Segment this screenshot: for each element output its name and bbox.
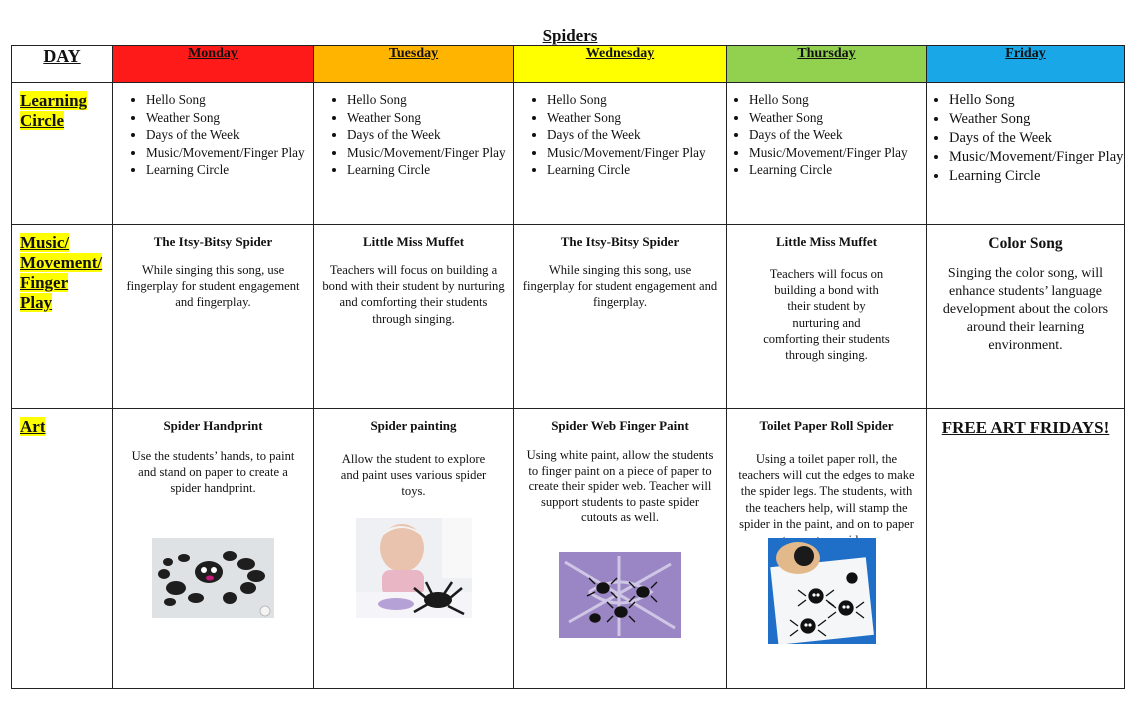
music-movement-label: Music/ Movement/ Finger Play	[12, 225, 113, 409]
activity-description: While singing this song, use fingerplay for student engagement and fingerplay.	[126, 263, 300, 310]
learning-circle-list: • Hello Song • Weather Song • Days of the Week • Music/Movement/Finger Play • Learning Circle	[727, 91, 926, 179]
wednesday-music	[514, 225, 727, 409]
activity-title: Spider Handprint	[163, 418, 263, 433]
activity-title: Spider painting	[370, 418, 457, 433]
activity-title: Little Miss Muffet	[362, 234, 465, 249]
spider-web-finger-paint-image	[559, 552, 681, 638]
tuesday-header: Tuesday	[314, 46, 514, 83]
activity-title: FREE ART FRIDAYS!	[941, 418, 1110, 437]
day-header: DAY	[12, 46, 113, 83]
learning-circle-label: Learning Circle	[12, 83, 113, 225]
thursday-learning-circle	[727, 83, 927, 225]
learning-circle-list: • Hello Song • Weather Song • Days of the Week • Music/Movement/Finger Play • Learning Circle	[113, 91, 313, 179]
thursday-music	[727, 225, 927, 409]
wednesday-header: Wednesday	[514, 46, 727, 83]
tuesday-art	[314, 409, 514, 689]
toilet-paper-roll-spider-image	[768, 538, 876, 644]
learning-circle-list: • Hello Song • Weather Song • Days of the Week • Music/Movement/Finger Play • Learning Circle	[927, 91, 1124, 186]
thursday-header: Thursday	[727, 46, 927, 83]
activity-title: The Itsy-Bitsy Spider	[560, 234, 680, 249]
header-row	[12, 46, 1125, 83]
thursday-art	[727, 409, 927, 689]
spider-painting-image	[356, 518, 472, 618]
activity-title: Spider Web Finger Paint	[551, 418, 689, 433]
page-title: Spiders	[542, 26, 598, 45]
activity-description: Allow the student to explore and paint uses various spider toys.	[340, 452, 487, 499]
activity-title: Little Miss Muffet	[775, 234, 878, 249]
activity-description: Using a toilet paper roll, the teachers will cut the edges to make the spider legs. The students, with the teachers help, will stamp the spider in the paint, and on to paper	[738, 452, 915, 531]
learning-circle-list: • Hello Song • Weather Song • Days of the Week • Music/Movement/Finger Play • Learning Circle	[314, 91, 513, 179]
monday-art	[113, 409, 314, 689]
activity-title: Toilet Paper Roll Spider	[759, 418, 894, 433]
wednesday-learning-circle	[514, 83, 727, 225]
learning-circle-list: • Hello Song • Weather Song • Days of the Week • Music/Movement/Finger Play • Learning Circle	[514, 91, 726, 179]
friday-header: Friday	[927, 46, 1125, 83]
activity-title: Color Song	[988, 235, 1063, 252]
tuesday-learning-circle	[314, 83, 514, 225]
art-row	[12, 409, 1125, 689]
activity-description: Teachers will focus on building a bond with their student by nurturing and comforting their students through singing.	[322, 263, 505, 326]
friday-learning-circle	[927, 83, 1125, 225]
friday-music	[927, 225, 1125, 409]
spider-handprint-image	[152, 538, 274, 618]
activity-description: While singing this song, use fingerplay for student engagement and fingerplay.	[522, 263, 718, 310]
lesson-plan-table	[11, 45, 1125, 689]
wednesday-art	[514, 409, 727, 689]
monday-header: Monday	[113, 46, 314, 83]
learning-circle-row	[12, 83, 1125, 225]
activity-description: Using white paint, allow the students to finger paint on a piece of paper to create their spider web. Teacher will support students to paste spider cutouts as well.	[526, 448, 714, 524]
tuesday-music	[314, 225, 514, 409]
friday-art	[927, 409, 1125, 689]
activity-description: Teachers will focus on building a bond with their student by nurturing and comforting their students through singing.	[763, 267, 890, 363]
music-movement-row	[12, 225, 1125, 409]
monday-learning-circle	[113, 83, 314, 225]
monday-music	[113, 225, 314, 409]
activity-description: Singing the color song, will enhance students’ language development about the colors around their learning environment.	[942, 266, 1109, 353]
art-label: Art	[12, 409, 113, 689]
activity-title: The Itsy-Bitsy Spider	[153, 234, 273, 249]
activity-description: Use the students’ hands, to paint and stand on paper to create a spider handprint.	[131, 449, 295, 496]
